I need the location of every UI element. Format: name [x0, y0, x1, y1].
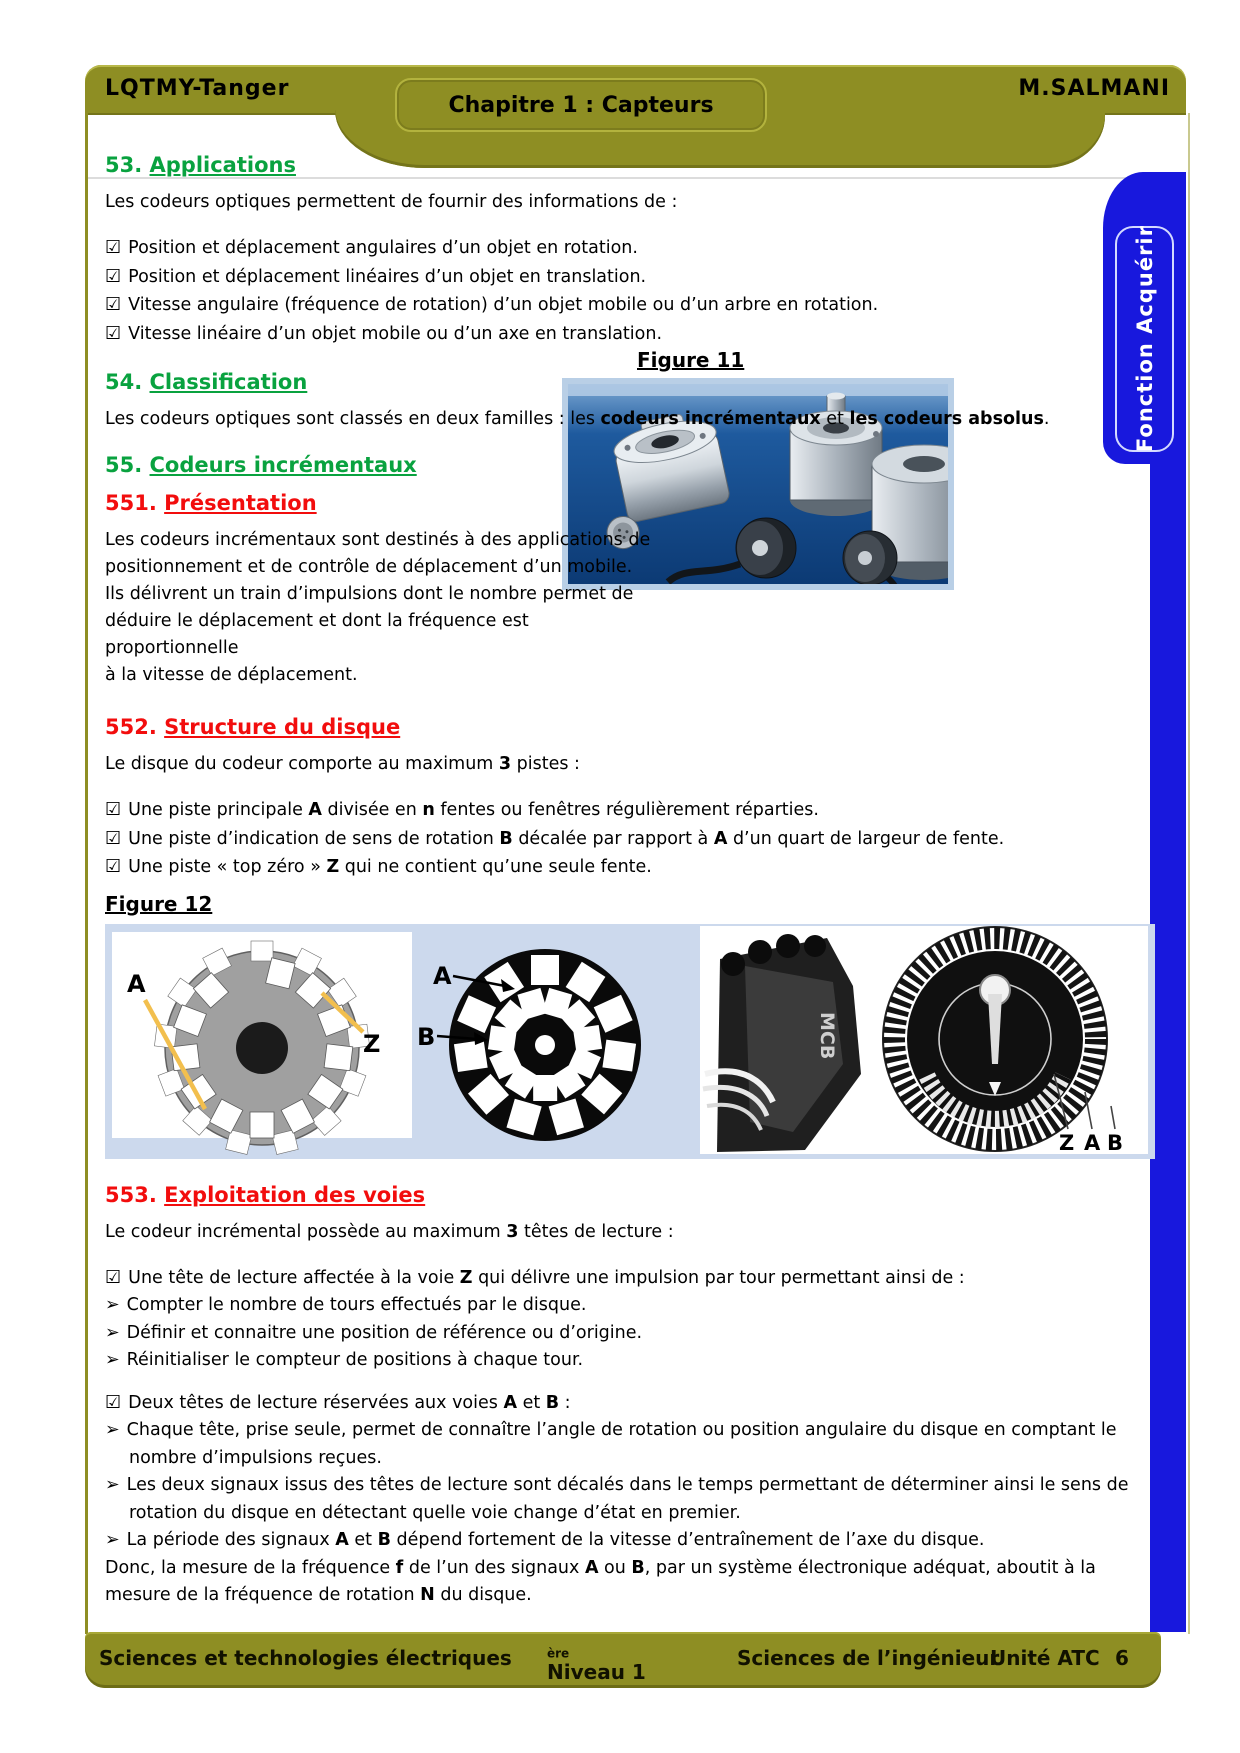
list-item: ➢ Chaque tête, prise seule, permet de connaître l’angle de rotation ou position angulaire du disque en comptant le nombre d’impulsions reçues. [105, 1420, 1117, 1468]
figure-12-graphics [105, 924, 1155, 1159]
section-553-number: 553. [105, 1182, 157, 1207]
section-54-heading [105, 370, 1150, 394]
figure-12 [105, 924, 1155, 1159]
list-item: ☑ Une piste principale A divisée en n fentes ou fenêtres régulièrement réparties. [105, 799, 819, 820]
track-a-label: A [127, 969, 146, 998]
arrow-icon: ➢ [105, 1322, 120, 1343]
list-item: ☑ Position et déplacement angulaires d’un objet en rotation. [105, 237, 638, 258]
section-54-number: 54. [105, 370, 143, 394]
section-55-heading [105, 453, 1150, 477]
channel-b-label: B [417, 1022, 436, 1051]
list-item: ☑ Position et déplacement linéaires d’un objet en translation. [105, 265, 647, 287]
footer-level: Niveau 1 $^{ère}$ [547, 1646, 646, 1684]
section-551-title: Présentation [164, 491, 317, 515]
section-552-title: Structure du disque [164, 715, 401, 739]
function-tab-label: Fonction Acquérir [1132, 225, 1157, 453]
footer-unit: Unité ATC [990, 1646, 1100, 1670]
author-name: M.SALMANI [1018, 76, 1170, 101]
list-item: ➢ Compter le nombre de tours effectués par le disque. [105, 1295, 587, 1315]
right-b-label: B [1107, 1130, 1124, 1155]
section-54-text: Les codeurs optiques sont classés en deux familles : les codeurs incrémentaux et les codeurs absolus. [105, 409, 1050, 429]
section-54-title: Classification [149, 370, 308, 394]
arrow-icon: ➢ [105, 1530, 120, 1550]
section-53-title: Applications [149, 153, 296, 177]
main-content [88, 115, 1150, 1609]
encoder-photo [700, 926, 1148, 1155]
section-552-number: 552. [105, 715, 157, 739]
section-55-number: 55. [105, 453, 143, 477]
checkbox-icon: ☑ [105, 827, 122, 849]
section-553-intro: Le codeur incrémental possède au maximum 3 têtes de lecture : [105, 1221, 674, 1242]
chapter-title: Chapitre 1 : Capteurs [395, 78, 767, 132]
arrow-icon: ➢ [105, 1350, 120, 1370]
section-551-heading [105, 491, 1150, 515]
section-551-number: 551. [105, 491, 157, 515]
list-item: ➢ Définir et connaitre une position de référence ou d’origine. [105, 1322, 643, 1343]
list-item: ☑ Vitesse angulaire (fréquence de rotation) d’un objet mobile ou d’un arbre en rotation. [105, 294, 879, 315]
school-name: LQTMY-Tanger [105, 76, 290, 101]
track-z-label: Z [363, 1029, 381, 1058]
right-a-label: A [1084, 1130, 1101, 1155]
arrow-icon: ➢ [105, 1420, 120, 1440]
arrow-icon: ➢ [105, 1475, 120, 1495]
section-53-number: 53. [105, 153, 143, 177]
list-item: ☑ Deux têtes de lecture réservées aux voies A et B : [105, 1391, 571, 1413]
checkbox-icon: ☑ [105, 1266, 122, 1288]
checkbox-icon: ☑ [105, 294, 122, 315]
footer-subject: Sciences et technologies électriques [99, 1646, 512, 1670]
checkbox-icon: ☑ [105, 1391, 122, 1413]
list-item: ☑ Une piste « top zéro » Z qui ne contient qu’une seule fente. [105, 856, 652, 877]
list-item: ☑ Une piste d’indication de sens de rotation B décalée par rapport à A d’un quart de largeur de fente. [105, 827, 1005, 849]
section-53-heading [105, 153, 1150, 177]
footer-bar [85, 1632, 1161, 1688]
section-553-title: Exploitation des voies [164, 1182, 426, 1207]
checkbox-icon: ☑ [105, 322, 122, 344]
checkbox-icon: ☑ [105, 799, 122, 820]
list-item: ☑ Vitesse linéaire d’un objet mobile ou d’un axe en translation. [105, 322, 663, 344]
section-553-heading [105, 1183, 1150, 1207]
list-item: ➢ Réinitialiser le compteur de positions à chaque tour. [105, 1350, 584, 1370]
footer-course: Sciences de l’ingénieur [737, 1646, 1000, 1670]
read-head-brand-label: MCB [816, 1011, 838, 1059]
section-553-conclusion: Donc, la mesure de la fréquence f de l’un des signaux A ou B, par un système électronique adéquat, aboutit à la mesure de la fréquence de rotation N du disque. [105, 1557, 1096, 1605]
channel-a-label: A [433, 961, 452, 990]
section-552-heading [105, 715, 1150, 739]
checkbox-icon: ☑ [105, 856, 122, 877]
arrow-icon: ➢ [105, 1295, 120, 1315]
disk-drawing-grey [112, 932, 412, 1155]
section-551-paragraph: Les codeurs incrémentaux sont destinés à des applications de positionnement et de contrôle de déplacement d’un mobile. Ils délivrent un train d’impulsions dont le nombre permet de déduire le déplacement et dont la fréquence est proportionnelle à la vitesse de déplacement. [105, 530, 651, 685]
right-z-label: Z [1059, 1130, 1075, 1155]
section-552-intro: Le disque du codeur comporte au maximum 3 pistes : [105, 754, 580, 774]
page-border-right [1188, 113, 1190, 1634]
list-item: ➢ Les deux signaux issus des têtes de lecture sont décalés dans le temps permettant de déterminer ainsi le sens de rotation du disque en détectant quelle voie change d’état en premier. [105, 1475, 1129, 1523]
figure-11-label: Figure 11 [637, 348, 745, 372]
figure-12-label: Figure 12 [105, 891, 213, 916]
checkbox-icon: ☑ [105, 237, 122, 258]
section-53-intro: Les codeurs optiques permettent de fournir des informations de : [105, 192, 678, 212]
list-item: ➢ La période des signaux A et B dépend fortement de la vitesse d’entraînement de l’axe du disque. [105, 1530, 985, 1550]
checkbox-icon: ☑ [105, 265, 122, 287]
list-item: ☑ Une tête de lecture affectée à la voie Z qui délivre une impulsion par tour permettant ainsi de : [105, 1266, 965, 1288]
section-55-title: Codeurs incrémentaux [149, 453, 417, 477]
page-number: 6 [1115, 1646, 1129, 1670]
